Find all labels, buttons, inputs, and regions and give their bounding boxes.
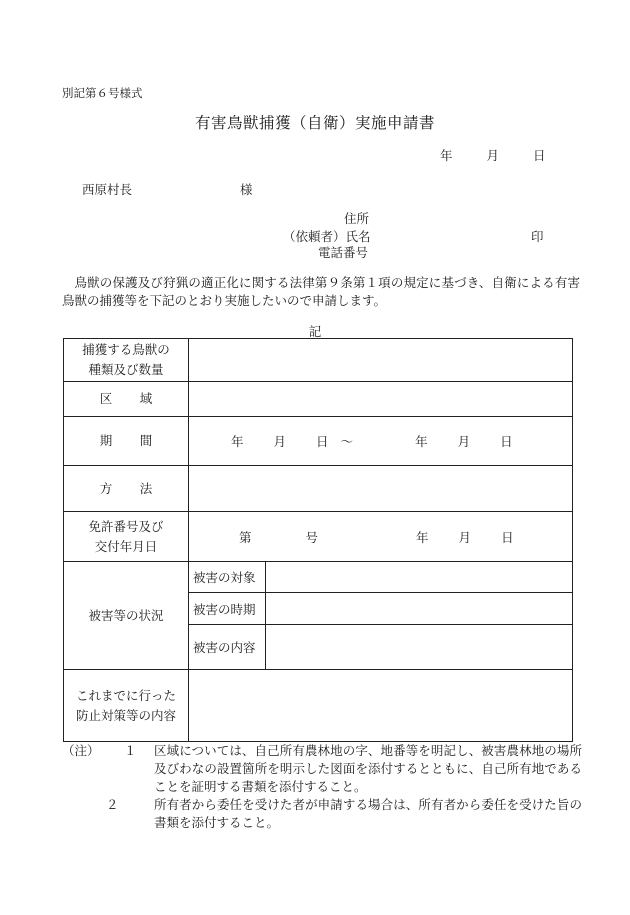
species-label: 捕獲する鳥獣の 種類及び数量 <box>64 339 189 382</box>
license-year: 年 <box>416 529 429 545</box>
addressee <box>82 180 253 198</box>
period-end-day: 日 <box>500 434 513 449</box>
date-month: 月 <box>486 148 500 163</box>
license-dai: 第 <box>239 529 252 545</box>
license-day: 日 <box>501 529 514 545</box>
prevention-field[interactable] <box>189 670 573 742</box>
species-field[interactable] <box>189 339 573 382</box>
table-row-prevention <box>64 670 573 742</box>
table-row-area <box>64 382 573 417</box>
table-row-damage-target <box>64 562 573 593</box>
damage-time-label: 被害の時期 <box>189 593 266 625</box>
damage-target-field[interactable] <box>266 562 573 593</box>
table-row-license <box>64 512 573 562</box>
table-row-method <box>64 466 573 512</box>
notes <box>62 742 582 832</box>
note-text: 区域については、自己所有農林地の字、地番等を明記し、被害農林地の場所及びわなの設置箇所を明示した図面を添付するとともに、自己所有地であることを証明する書類を添付すること。 <box>154 743 582 794</box>
date-year: 年 <box>440 148 453 163</box>
note-item-2 <box>62 796 582 832</box>
period-start-year: 年 <box>231 434 244 449</box>
period-start-day: 日 <box>316 434 329 449</box>
application-date <box>440 146 546 164</box>
addressee-honorific: 様 <box>240 182 253 197</box>
applicant-name-label: （依頼者）氏名 <box>283 229 371 244</box>
application-statement: 鳥獣の保護及び狩猟の適正化に関する法律第９条第１項の規定に基づき、自衛による有害鳥獣の捕獲等を下記のとおり実施したいので申請します。 <box>62 275 580 308</box>
method-label: 方法 <box>64 466 189 512</box>
license-label: 免許番号及び 交付年月日 <box>64 512 189 562</box>
period-end-month: 月 <box>457 434 471 449</box>
period-end-year: 年 <box>415 434 428 449</box>
addressee-name: 西原村長 <box>82 182 133 197</box>
damage-label: 被害等の状況 <box>64 562 189 670</box>
period-start-month: 月 <box>273 434 287 449</box>
note-number: １ <box>124 743 137 758</box>
method-field[interactable] <box>189 466 573 512</box>
note-number: ２ <box>106 797 119 812</box>
note-text: 所有者から委任を受けた者が申請する場合は、所有者から委任を受けた旨の書類を添付すること。 <box>154 797 582 830</box>
document-title: 有害鳥獣捕獲（自衛）実施申請書 <box>194 114 435 132</box>
form-number: 別記第６号様式 <box>62 86 143 100</box>
seal-label: 印 <box>531 229 544 244</box>
license-month: 月 <box>458 529 472 545</box>
table-row-species <box>64 339 573 382</box>
applicant-phone-label: 電話番号 <box>318 245 369 260</box>
note-item-1 <box>62 742 582 796</box>
period-label: 期間 <box>64 417 189 466</box>
table-row-period <box>64 417 573 466</box>
license-field[interactable] <box>189 512 573 562</box>
damage-target-label: 被害の対象 <box>189 562 266 593</box>
notes-head: （注） <box>62 743 100 758</box>
application-table <box>63 338 573 742</box>
area-label: 区域 <box>64 382 189 417</box>
damage-content-label: 被害の内容 <box>189 625 266 670</box>
applicant-address-label: 住所 <box>344 211 370 226</box>
prevention-label: これまでに行った 防止対策等の内容 <box>64 670 189 742</box>
date-day: 日 <box>533 148 546 163</box>
damage-time-field[interactable] <box>266 593 573 625</box>
license-go: 号 <box>305 529 319 545</box>
area-field[interactable] <box>189 382 573 417</box>
ki-heading: 記 <box>308 324 322 339</box>
period-field[interactable] <box>189 417 573 466</box>
period-tilde: ～ <box>340 434 354 449</box>
damage-content-field[interactable] <box>266 625 573 670</box>
